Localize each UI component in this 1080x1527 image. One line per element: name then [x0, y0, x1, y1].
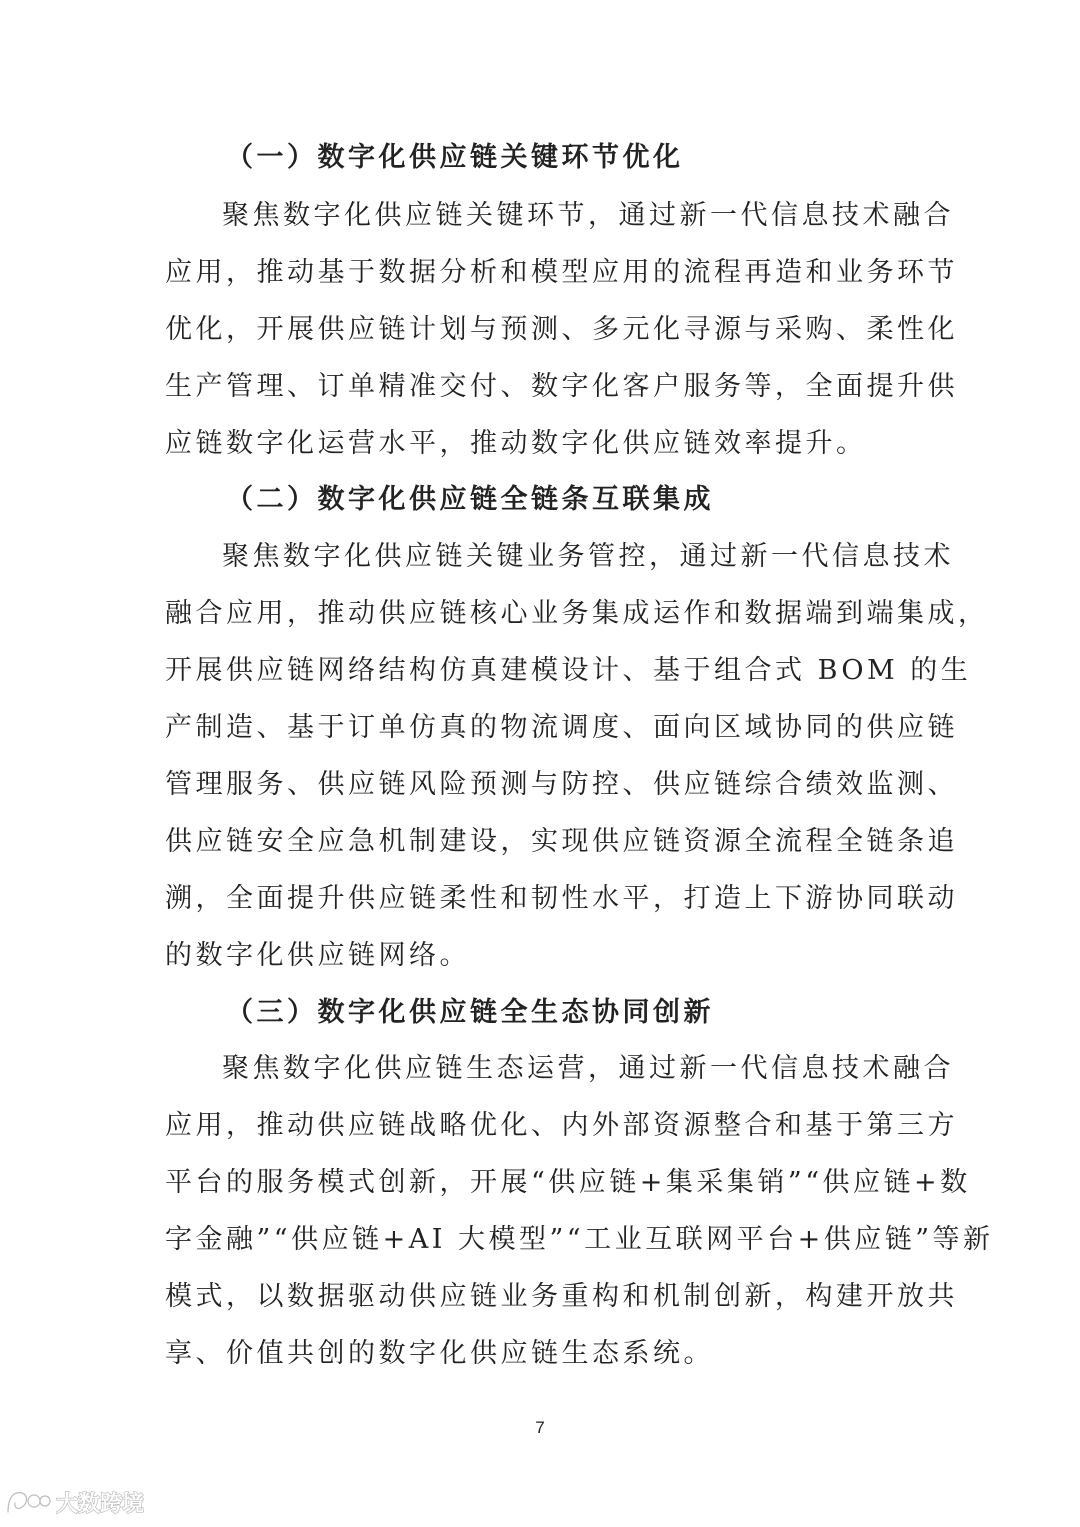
page-number: 7	[535, 1418, 545, 1437]
watermark-label: 大数跨境	[56, 1492, 145, 1517]
brand-logo-icon	[4, 1487, 52, 1517]
paragraph-line: 模式，以数据驱动供应链业务重构和机制创新，构建开放共	[165, 1281, 958, 1312]
paragraph-line: 平台的服务模式创新，开展“供应链+集采集销”“供应链+数	[165, 1167, 971, 1198]
paragraph-line: 供应链安全应急机制建设，实现供应链资源全流程全链条追	[165, 826, 958, 857]
section-heading: （一）数字化供应链关键环节优化	[226, 142, 684, 173]
paragraph-line: 产制造、基于订单仿真的物流调度、面向区域协同的供应链	[165, 712, 958, 743]
paragraph-line: 字金融”“供应链+AI 大模型”“工业互联网平台+供应链”等新	[165, 1224, 994, 1255]
paragraph-line: 的数字化供应链网络。	[165, 940, 470, 971]
paragraph-line: 享、价值共创的数字化供应链生态系统。	[165, 1338, 714, 1369]
paragraph-line: 聚焦数字化供应链关键业务管控，通过新一代信息技术	[222, 541, 954, 572]
paragraph-line: 融合应用，推动供应链核心业务集成运作和数据端到端集成，	[165, 598, 989, 629]
paragraph-line: 开展供应链网络结构仿真建模设计、基于组合式 BOM 的生	[165, 655, 972, 686]
paragraph-line: 优化，开展供应链计划与预测、多元化寻源与采购、柔性化	[165, 314, 958, 345]
paragraph-line: 聚焦数字化供应链关键环节，通过新一代信息技术融合	[222, 200, 954, 231]
paragraph-line: 应用，推动供应链战略优化、内外部资源整合和基于第三方	[165, 1110, 958, 1141]
paragraph-line: 聚焦数字化供应链生态运营，通过新一代信息技术融合	[222, 1053, 954, 1084]
section-heading: （三）数字化供应链全生态协同创新	[226, 997, 714, 1028]
watermark	[4, 1484, 146, 1520]
paragraph-line: 溯，全面提升供应链柔性和韧性水平，打造上下游协同联动	[165, 883, 958, 914]
paragraph-line: 应链数字化运营水平，推动数字化供应链效率提升。	[165, 428, 867, 459]
paragraph-line: 管理服务、供应链风险预测与防控、供应链综合绩效监测、	[165, 769, 958, 800]
watermark-text	[56, 1485, 146, 1519]
paragraph-line: 应用，推动基于数据分析和模型应用的流程再造和业务环节	[165, 257, 958, 288]
paragraph-line: 生产管理、订单精准交付、数字化客户服务等，全面提升供	[165, 371, 958, 402]
section-heading: （二）数字化供应链全链条互联集成	[226, 484, 714, 515]
